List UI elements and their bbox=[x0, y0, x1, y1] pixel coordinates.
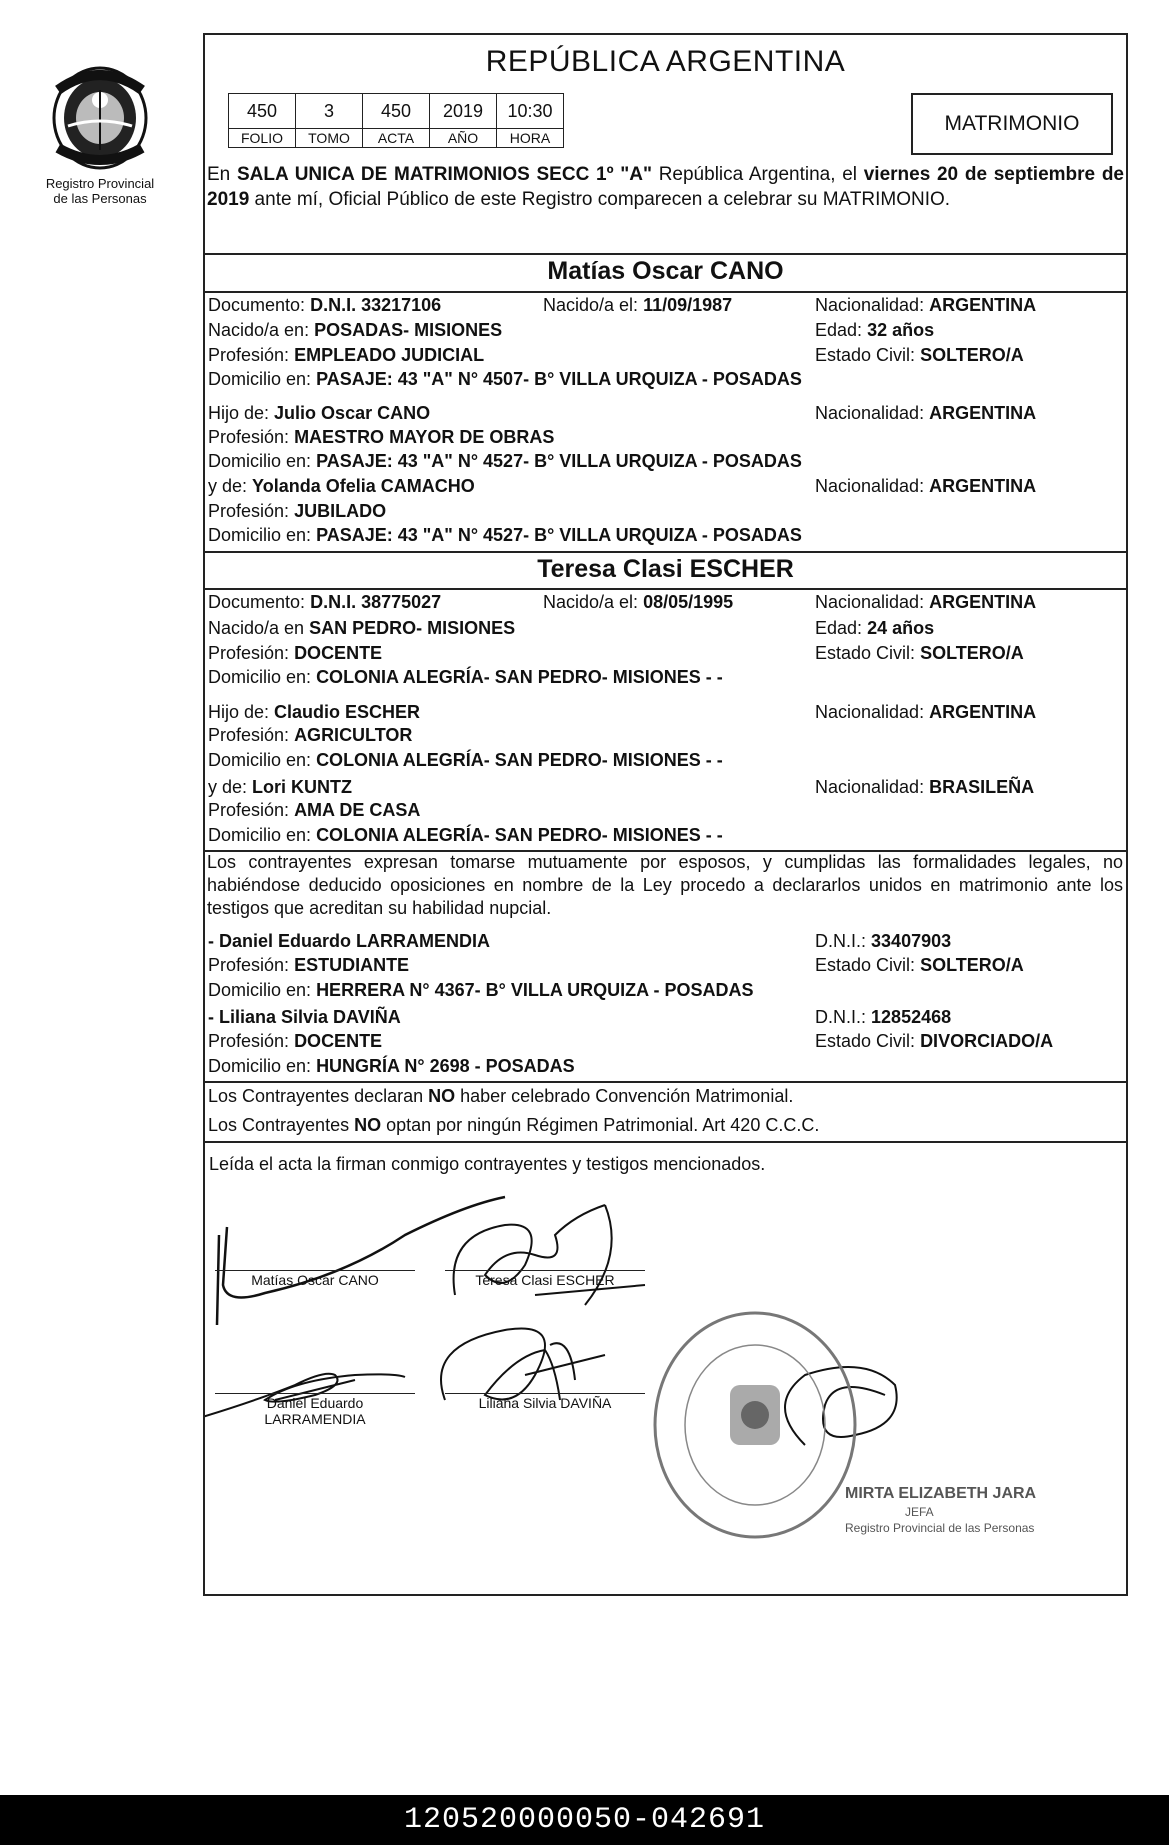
bride-father-domicilio: Domicilio en: COLONIA ALEGRÍA- SAN PEDRO- MISIONES - - bbox=[208, 750, 723, 770]
intro-place: SALA UNICA DE MATRIMONIOS SECC 1º "A" bbox=[236, 164, 652, 185]
bride-domicilio: Domicilio en: COLONIA ALEGRÍA- SAN PEDRO- MISIONES - - bbox=[208, 667, 723, 687]
signature-label-groom: Matías Oscar CANO bbox=[251, 1272, 379, 1288]
divider bbox=[205, 1141, 1126, 1143]
tomo-value: 3 bbox=[296, 94, 363, 129]
official-office: Registro Provincial de las Personas bbox=[845, 1521, 1035, 1535]
bride-mother: y de: Lori KUNTZ bbox=[208, 777, 353, 797]
witness-2-dni: D.N.I.: 12852468 bbox=[815, 1007, 952, 1027]
official-stamp-icon bbox=[645, 1305, 865, 1545]
bride-mother-profesion: Profesión: AMA DE CASA bbox=[208, 800, 421, 820]
groom-documento: Documento: D.N.I. 33217106 bbox=[208, 295, 442, 315]
bride-father-profesion: Profesión: AGRICULTOR bbox=[208, 725, 413, 745]
intro-date: viernes 20 de septiembre de 2019 bbox=[207, 164, 1124, 210]
anio-label: AÑO bbox=[430, 129, 497, 148]
groom-mother-domicilio: Domicilio en: PASAJE: 43 "A" N° 4527- B° VILLA URQUIZA - POSADAS bbox=[208, 525, 802, 545]
official-name: MIRTA ELIZABETH JARA bbox=[845, 1485, 1037, 1502]
groom-domicilio: Domicilio en: PASAJE: 43 "A" N° 4507- B° VILLA URQUIZA - POSADAS bbox=[208, 369, 802, 389]
bride-documento: Documento: D.N.I. 38775027 bbox=[208, 592, 442, 612]
folio-value: 450 bbox=[229, 94, 296, 129]
hora-value: 10:30 bbox=[497, 94, 564, 129]
folio-label: FOLIO bbox=[229, 129, 296, 148]
bride-profesion: Profesión: DOCENTE bbox=[208, 643, 383, 663]
divider bbox=[205, 551, 1126, 553]
signatures-intro: Leída el acta la firman conmigo contrayentes y testigos mencionados. bbox=[209, 1154, 766, 1174]
province-seal-icon bbox=[44, 60, 156, 172]
intro-paragraph: En SALA UNICA DE MATRIMONIOS SECC 1º "A" República Argentina, el viernes 20 de septiembre de 2019 ante mí, Oficial Público de este Registro comparecen a celebrar su MATRIMONIO. bbox=[207, 164, 1124, 210]
signature-line bbox=[215, 1270, 415, 1271]
witness-2-domicilio: Domicilio en: HUNGRÍA N° 2698 - POSADAS bbox=[208, 1056, 575, 1076]
groom-mother-nacionalidad: Nacionalidad: ARGENTINA bbox=[815, 476, 1037, 496]
bride-edad: Edad: 24 años bbox=[815, 618, 935, 638]
witness-1-name: - Daniel Eduardo LARRAMENDIA bbox=[208, 931, 491, 951]
official-role: JEFA bbox=[905, 1505, 934, 1519]
bride-father: Hijo de: Claudio ESCHER bbox=[208, 702, 421, 722]
witness-2-name: - Liliana Silvia DAVIÑA bbox=[208, 1007, 401, 1027]
certificate-frame bbox=[203, 33, 1128, 1596]
signature-line bbox=[445, 1270, 645, 1271]
signature-label-witness-1: Daniel Eduardo LARRAMENDIA bbox=[264, 1395, 366, 1427]
signature-line bbox=[215, 1393, 415, 1394]
groom-father-domicilio: Domicilio en: PASAJE: 43 "A" N° 4527- B° VILLA URQUIZA - POSADAS bbox=[208, 451, 802, 471]
bride-estado-civil: Estado Civil: SOLTERO/A bbox=[815, 643, 1024, 663]
witness-2-estado-civil: Estado Civil: DIVORCIADO/A bbox=[815, 1031, 1054, 1051]
country-title: REPÚBLICA ARGENTINA bbox=[485, 45, 846, 78]
anio-value: 2019 bbox=[430, 94, 497, 129]
acta-label: ACTA bbox=[363, 129, 430, 148]
groom-father-profesion: Profesión: MAESTRO MAYOR DE OBRAS bbox=[208, 427, 555, 447]
logo-caption-line1: Registro Provincial bbox=[45, 176, 155, 191]
groom-nacionalidad: Nacionalidad: ARGENTINA bbox=[815, 295, 1037, 315]
convention-line-2: Los Contrayentes NO optan por ningún Régimen Patrimonial. Art 420 C.C.C. bbox=[208, 1115, 820, 1135]
hora-label: HORA bbox=[497, 129, 564, 148]
witness-1-domicilio: Domicilio en: HERRERA N° 4367- B° VILLA URQUIZA - POSADAS bbox=[208, 980, 754, 1000]
groom-nacido-el: Nacido/a el: 11/09/1987 bbox=[543, 295, 733, 315]
witness-1-estado-civil: Estado Civil: SOLTERO/A bbox=[815, 955, 1024, 975]
groom-estado-civil: Estado Civil: SOLTERO/A bbox=[815, 345, 1024, 365]
witness-1-profesion: Profesión: ESTUDIANTE bbox=[208, 955, 410, 975]
groom-father-nacionalidad: Nacionalidad: ARGENTINA bbox=[815, 403, 1037, 423]
groom-name: Matías Oscar CANO bbox=[547, 257, 784, 285]
convention-line-1: Los Contrayentes declaran NO haber celebrado Convención Matrimonial. bbox=[208, 1086, 794, 1106]
signature-line bbox=[445, 1393, 645, 1394]
signature-label-bride: Teresa Clasi ESCHER bbox=[475, 1272, 615, 1288]
bride-name: Teresa Clasi ESCHER bbox=[537, 555, 794, 583]
signature-label-witness-2: Liliana Silvia DAVIÑA bbox=[478, 1395, 612, 1411]
groom-father: Hijo de: Julio Oscar CANO bbox=[208, 403, 431, 423]
groom-mother-profesion: Profesión: JUBILADO bbox=[208, 501, 387, 521]
logo-caption-line2: de las Personas bbox=[53, 191, 147, 206]
declaration-paragraph: Los contrayentes expresan tomarse mutuamente por esposos, y cumplidas las formalidades legales, no habiéndose deducido oposiciones en nombre de la Ley procedo a declararlos unidos en matrimonio ante los testigos que acreditan su habilidad nupcial. bbox=[207, 852, 1123, 918]
bride-mother-nacionalidad: Nacionalidad: BRASILEÑA bbox=[815, 777, 1035, 797]
groom-mother: y de: Yolanda Ofelia CAMACHO bbox=[208, 476, 475, 496]
acta-value: 450 bbox=[363, 94, 430, 129]
document-code: 120520000050-042691 bbox=[0, 1795, 1169, 1845]
witness-1-dni: D.N.I.: 33407903 bbox=[815, 931, 952, 951]
groom-profesion: Profesión: EMPLEADO JUDICIAL bbox=[208, 345, 485, 365]
act-type-box: MATRIMONIO bbox=[911, 93, 1113, 155]
groom-nacido-en: Nacido/a en: POSADAS- MISIONES bbox=[208, 320, 503, 340]
divider bbox=[205, 1081, 1126, 1083]
bride-nacionalidad: Nacionalidad: ARGENTINA bbox=[815, 592, 1037, 612]
registry-logo bbox=[30, 60, 170, 206]
bride-father-nacionalidad: Nacionalidad: ARGENTINA bbox=[815, 702, 1037, 722]
bride-mother-domicilio: Domicilio en: COLONIA ALEGRÍA- SAN PEDRO- MISIONES - - bbox=[208, 825, 723, 845]
divider bbox=[205, 253, 1126, 255]
divider bbox=[205, 588, 1126, 590]
groom-edad: Edad: 32 años bbox=[815, 320, 935, 340]
registry-data-table bbox=[228, 93, 564, 148]
bride-nacido-el: Nacido/a el: 08/05/1995 bbox=[543, 592, 734, 612]
witness-2-profesion: Profesión: DOCENTE bbox=[208, 1031, 383, 1051]
tomo-label: TOMO bbox=[296, 129, 363, 148]
divider bbox=[205, 291, 1126, 293]
bride-nacido-en: Nacido/a en SAN PEDRO- MISIONES bbox=[208, 618, 516, 638]
